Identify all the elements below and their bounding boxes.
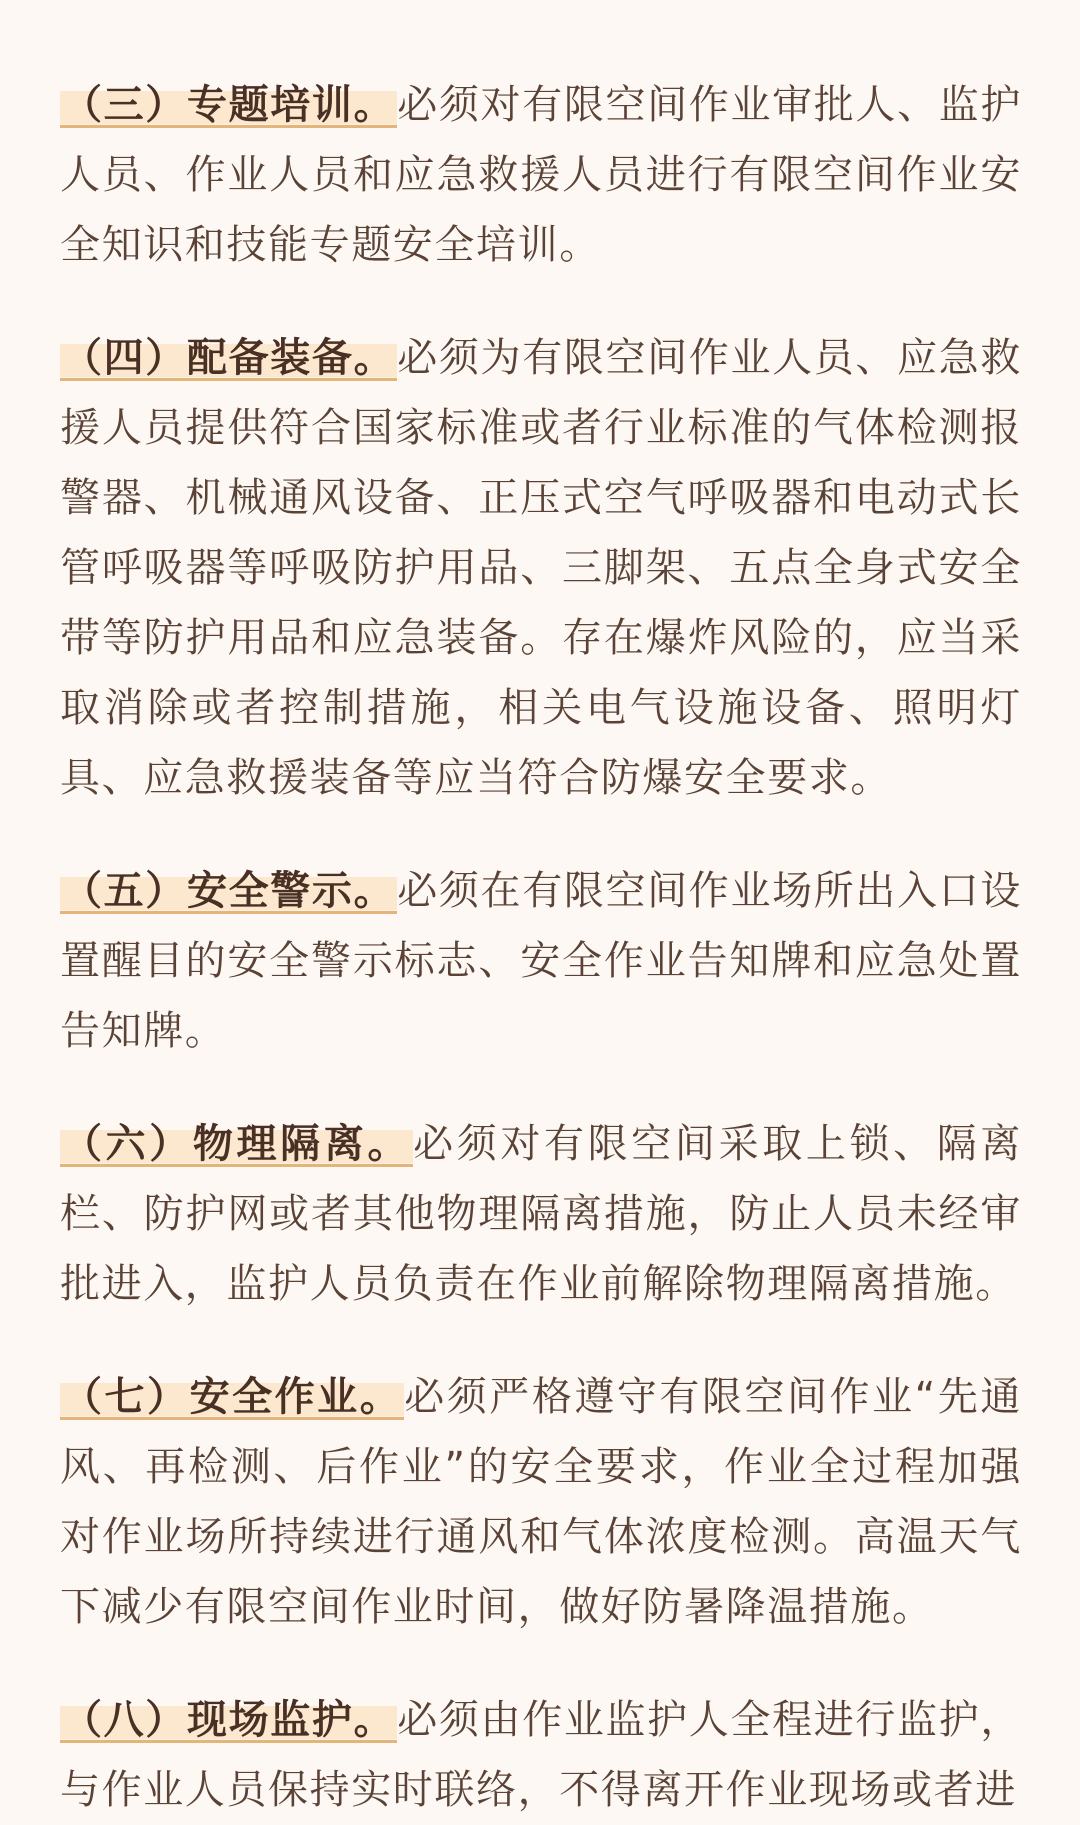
section-4-heading: （四）配备装备。 <box>62 335 396 381</box>
section-6 <box>60 1109 1022 1319</box>
section-8-heading: （八）现场监护。 <box>62 1697 396 1743</box>
section-5-heading: （五）安全警示。 <box>62 868 396 914</box>
section-7-heading: （七）安全作业。 <box>62 1374 403 1420</box>
section-8-text: 必须由作业监护人全程进行监护，与作业人员保持实时联络，不得离开作业现场或者进 <box>60 1697 1022 1813</box>
section-5 <box>60 856 1022 1066</box>
section-3 <box>60 70 1022 280</box>
section-3-heading: （三）专题培训。 <box>62 82 396 128</box>
section-6-heading: （六）物理隔离。 <box>62 1121 412 1167</box>
section-7-text: 必须严格遵守有限空间作业“先通风、再检测、后作业”的安全要求，作业全过程加强对作业场所持续进行通风和气体浓度检测。高温天气下减少有限空间作业时间，做好防暑降温措施。 <box>60 1374 1022 1630</box>
section-4 <box>60 323 1022 813</box>
section-3-text: 必须对有限空间作业审批人、监护人员、作业人员和应急救援人员进行有限空间作业安全知识和技能专题安全培训。 <box>60 82 1022 268</box>
section-8 <box>60 1685 1022 1825</box>
section-5-text: 必须在有限空间作业场所出入口设置醒目的安全警示标志、安全作业告知牌和应急处置告知牌。 <box>60 868 1022 1054</box>
section-6-text: 必须对有限空间采取上锁、隔离栏、防护网或者其他物理隔离措施，防止人员未经审批进入，监护人员负责在作业前解除物理隔离措施。 <box>60 1121 1022 1307</box>
section-4-text: 必须为有限空间作业人员、应急救援人员提供符合国家标准或者行业标准的气体检测报警器、机械通风设备、正压式空气呼吸器和电动式长管呼吸器等呼吸防护用品、三脚架、五点全身式安全带等防护用品和应急装备。存在爆炸风险的，应当采取消除或者控制措施，相关电气设施设备、照明灯具、应急救援装备等应当符合防爆安全要求。 <box>60 335 1022 801</box>
section-7 <box>60 1362 1022 1642</box>
